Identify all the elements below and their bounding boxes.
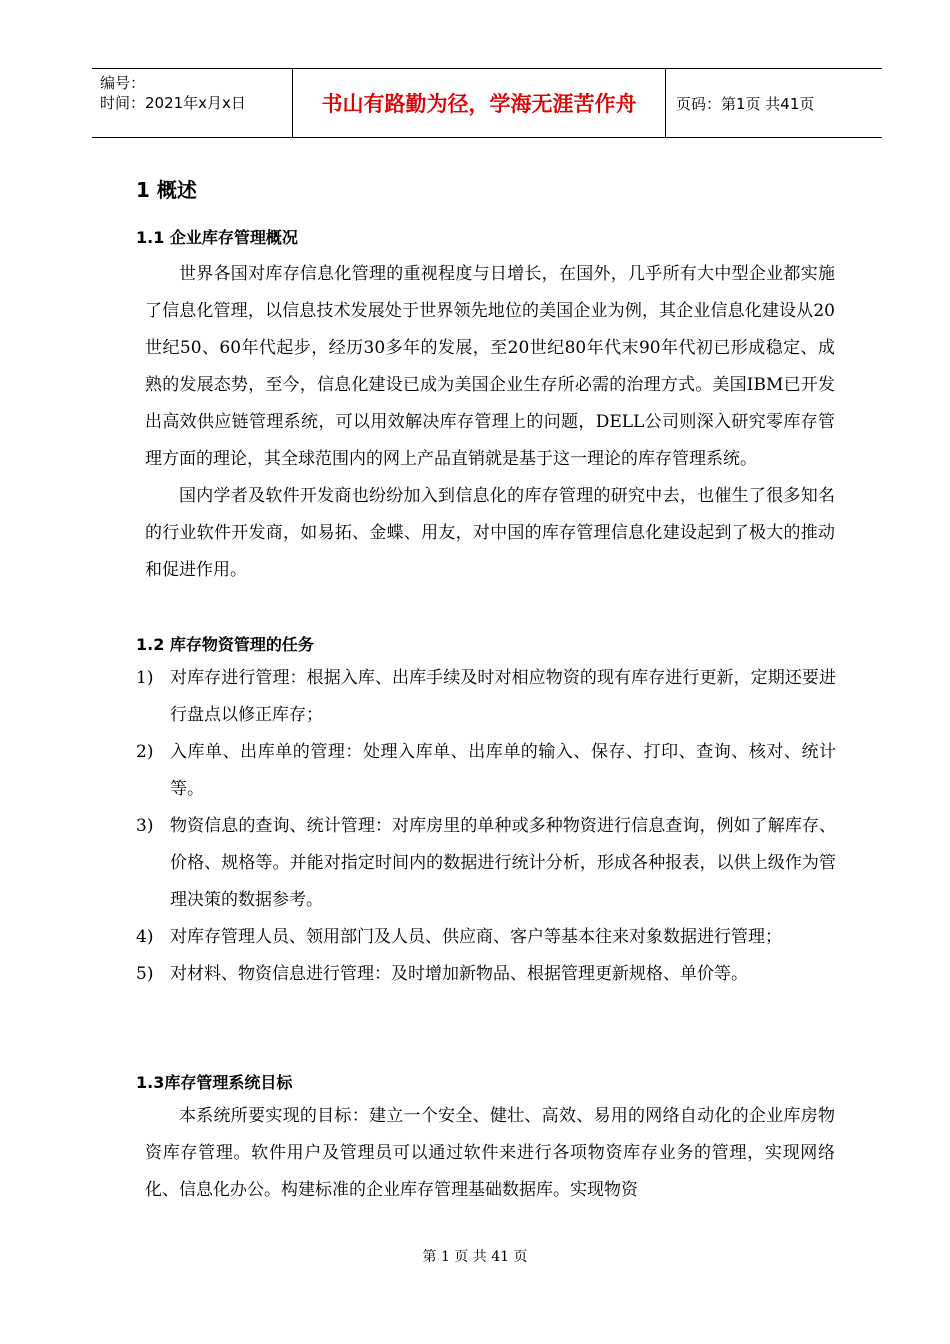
list-item-text: 物资信息的查询、统计管理：对库房里的单种或多种物资进行信息查询，例如了解库存、价格、规格等。并能对指定时间内的数据进行统计分析，形成各种报表，以供上级作为管理决策的数据参考。 <box>170 816 836 910</box>
section-1-2-title: 1.2 库存物资管理的任务 <box>136 635 314 654</box>
list-item-number: 3) <box>136 816 154 836</box>
list-item-number: 1) <box>136 668 154 688</box>
page-header <box>92 68 882 138</box>
section-1-3-body <box>145 1098 835 1209</box>
paragraph: 国内学者及软件开发商也纷纷加入到信息化的库存管理的研究中去，也催生了很多知名的行业软件开发商，如易拓、金蝶、用友，对中国的库存管理信息化建设起到了极大的推动和促进作用。 <box>145 486 835 580</box>
list-item <box>136 919 836 956</box>
list-item <box>136 660 836 734</box>
list-item-text: 对库存进行管理：根据入库、出库手续及时对相应物资的现有库存进行更新，定期还要进行盘点以修正库存； <box>170 668 836 725</box>
list-item-number: 5) <box>136 964 154 984</box>
list-item <box>136 956 836 993</box>
list-item <box>136 808 836 919</box>
section-1-1-title: 1.1 企业库存管理概况 <box>136 228 298 247</box>
document-time-label: 时间：2021年x月x日 <box>100 94 246 112</box>
document-number-label: 编号： <box>100 74 146 92</box>
list-item-text: 对库存管理人员、领用部门及人员、供应商、客户等基本往来对象数据进行管理； <box>170 927 782 947</box>
paragraph: 世界各国对库存信息化管理的重视程度与日增长，在国外，几乎所有大中型企业都实施了信息化管理，以信息技术发展处于世界领先地位的美国企业为例，其企业信息化建设从20世纪50、60年代起步，经历30多年的发展，至20世纪80年代末90年代初已形成稳定、成熟的发展态势，至今，信息化建设已成为美国企业生存所必需的治理方式。美国IBM已开发出高效供应链管理系统，可以用效解决库存管理上的问题，DELL公司则深入研究零库存管理方面的理论，其全球范围内的网上产品直销就是基于这一理论的库存管理系统。 <box>145 264 835 469</box>
header-meta <box>92 69 293 137</box>
page-footer: 第 1 页 共 41 页 <box>422 1249 528 1265</box>
list-item-text: 入库单、出库单的管理：处理入库单、出库单的输入、保存、打印、查询、核对、统计等。 <box>170 742 836 799</box>
section-1-title: 1 概述 <box>136 178 197 202</box>
list-item <box>136 734 836 808</box>
header-page-label: 页码：第1页 共41页 <box>676 94 815 113</box>
list-item-number: 2) <box>136 742 154 762</box>
header-motto: 书山有路勤为径，学海无涯苦作舟 <box>293 69 666 137</box>
list-item-number: 4) <box>136 927 154 947</box>
paragraph: 本系统所要实现的目标：建立一个安全、健壮、高效、易用的网络自动化的企业库房物资库存管理。软件用户及管理员可以通过软件来进行各项物资库存业务的管理，实现网络化、信息化办公。构建标准的企业库存管理基础数据库。实现物资 <box>145 1106 835 1200</box>
section-1-3-title: 1.3库存管理系统目标 <box>136 1073 293 1092</box>
list-item-text: 对材料、物资信息进行管理：及时增加新物品、根据管理更新规格、单价等。 <box>170 964 748 984</box>
section-1-2-list <box>136 660 836 993</box>
section-1-1-body <box>145 256 835 589</box>
